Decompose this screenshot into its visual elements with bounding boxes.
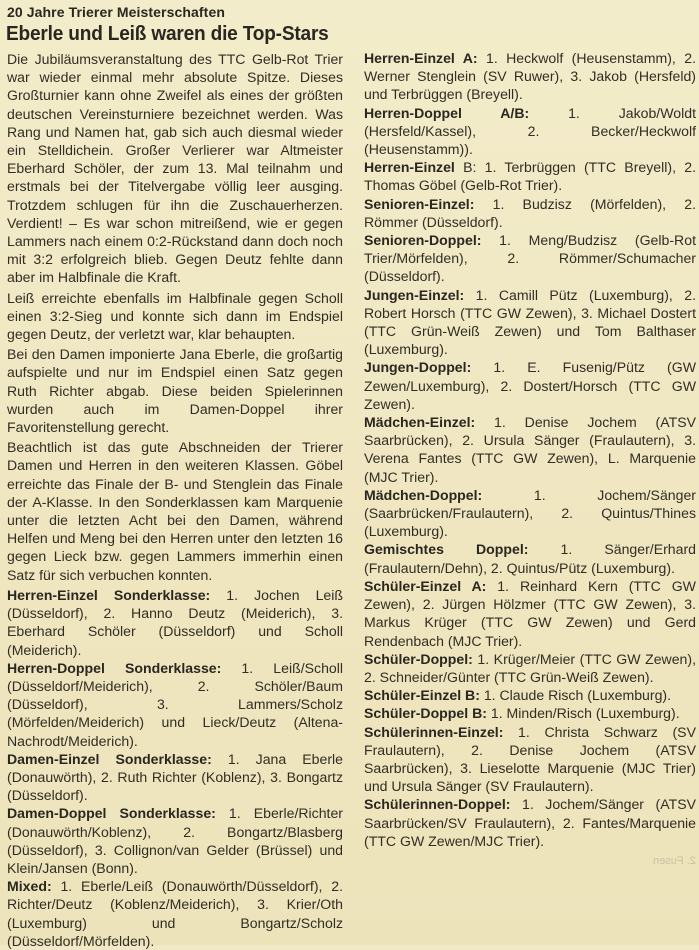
result-text: 1. Jakob/Woldt (Hersfeld/Kassel), 2. Becker/Heckwolf (Heusenstamm)). (364, 104, 696, 158)
result-text: 1. Camill Pütz (Luxemburg), 2. Robert Horsch (TTC GW Zewen), 3. Michael Dostert (TTC Grün-Weiß Zewen) und Tom Balthaser (Luxemburg). (364, 286, 696, 358)
result-category: Schülerinnen-Doppel: (364, 796, 511, 813)
result-text: 1. Eberle/Richter (Donauwörth/Koblenz), 2. Bongartz/Blasberg (Düsseldorf), 3. Collignon/van Gelder (Brüssel) und Klein/Jansen (Bonn). (7, 805, 344, 876)
result-entry (364, 704, 696, 722)
result-category: Schüler-Doppel B: (364, 705, 487, 722)
show-through-text: 2. Fusen (653, 855, 696, 867)
result-text: 1. Christa Schwarz (SV Fraulautern), 2. Denise Jochem (ATSV Saarbrücken), 3. Lieselotte Marquenie (MJC Trier) und Ursula Sänger (SV Fraulautern). (364, 723, 696, 795)
result-text: 1. Jochen Leiß (Düsseldorf), 2. Hanno Deutz (Meiderich), 3. Eberhard Schöler (Düsseldorf) und Scholl (Meiderich). (7, 586, 343, 658)
result-category: Mädchen-Einzel: (364, 414, 476, 431)
result-text: 1. Sänger/Erhard (Fraulautern/Dehn), 2. Quintus/Pütz (Luxemburg). (364, 541, 696, 576)
result-text: 1. Denise Jochem (ATSV Saarbrücken), 2. Ursula Sänger (Fraulautern), 3. Verena Fantes (TTC GW Zewen), L. Marquenie (MJC Trier). (364, 414, 696, 485)
result-entry (364, 577, 696, 650)
result-text: 1. Leiß/Scholl (Düsseldorf/Meiderich), 2. Schöler/Baum (Düsseldorf), 3. Lammers/Scholz (Mörfelden/Meiderich) und Lieck/Deutz (Altena-Nachrodt/Meiderich). (7, 659, 344, 749)
result-category: Jungen-Doppel: (364, 359, 472, 376)
result-category: Schüler-Einzel B: (364, 687, 480, 704)
result-entry (364, 104, 696, 159)
result-entry (364, 650, 696, 686)
result-entry (7, 804, 343, 877)
result-category: Herren-Einzel A: (364, 50, 478, 66)
result-category: Herren-Einzel Sonderklasse: (7, 586, 211, 603)
result-text: 1. Jana Eberle (Donauwörth), 2. Ruth Richter (Koblenz), 3. Bongartz (Düsseldorf). (7, 750, 343, 804)
result-text: B: 1. Terbrüggen (TTC Breyell), 2. Thomas Göbel (Gelb-Rot Trier). (364, 159, 696, 194)
body-paragraph: Bei den Damen imponierte Jana Eberle, die großartig aufspielte und nur im Endspiel einen Satz gegen Ruth Richter abgab. Diese beiden Spielerinnen wurden auch im Damen-Doppel ihrer Favoritenstellung gerecht. (7, 346, 343, 436)
result-text: 1. Heckwolf (Heusenstamm), 2. Werner Stenglein (SV Ruwer), 3. Jakob (Hersfeld) und Terbrüggen (Breyell). (364, 50, 696, 103)
result-category: Jungen-Einzel: (364, 286, 465, 303)
result-entry (364, 795, 696, 850)
result-text: 1. Jochem/Sänger (ATSV Saarbrücken/SV Fraulautern), 2. Fantes/Marquenie (TTC GW Zewen/MJC Trier). (364, 796, 696, 849)
result-entry (364, 486, 696, 541)
result-entry (364, 413, 696, 486)
result-category: Senioren-Einzel: (364, 195, 475, 212)
right-column (364, 49, 696, 850)
result-text: 1. E. Fusenig/Pütz (GW Zewen/Luxemburg), 2. Dostert/Horsch (TTC GW Zewen). (364, 359, 696, 412)
result-category: Schülerinnen-Einzel: (364, 723, 504, 740)
result-entry (7, 586, 343, 659)
result-category: Senioren-Doppel: (364, 232, 482, 249)
result-entry (364, 723, 696, 796)
result-entry (364, 49, 696, 104)
body-paragraph: Beachtlich ist das gute Abschneiden der Trierer Damen und Herren in den weiteren Klassen. Göbel erreichte das Finale der B- und Stenglein das Finale der A-Klasse. In den Sonderklassen kam Marquenie unter die letzten Acht bei den Damen, während Helfen und Meng bei den Herren unter den letzten 16 gegen Lieck bzw. gegen Lammers immerhin einen Satz für sich verbuchen konnten. (7, 439, 343, 583)
result-entry (364, 231, 696, 286)
result-category: Herren-Doppel A/B: (364, 104, 530, 121)
result-entry (364, 540, 696, 576)
left-column (7, 50, 343, 950)
body-paragraph: Leiß erreichte ebenfalls im Halbfinale gegen Scholl einen 3:2-Sieg und konnte sich dann im Endspiel gegen Deutz, der verletzt war, klar behaupten. (7, 289, 343, 343)
result-entry (364, 286, 696, 359)
result-text: 1. Minden/Risch (Luxemburg). (486, 705, 680, 722)
result-entry (7, 877, 343, 950)
result-category: Damen-Einzel Sonderklasse: (7, 750, 212, 767)
result-category: Mixed: (7, 878, 52, 895)
result-category: Mädchen-Doppel: (364, 486, 483, 503)
result-category: Schüler-Einzel A: (364, 577, 487, 594)
result-entry (7, 750, 343, 805)
result-category: Herren-Doppel Sonderklasse: (7, 659, 222, 676)
result-entry (364, 686, 696, 704)
result-category: Schüler-Doppel: (364, 650, 473, 667)
result-category: Gemischtes Doppel: (364, 541, 529, 558)
result-text: 1. Krüger/Meier (TTC GW Zewen), 2. Schneider/Günter (TTC Grün-Weiß Zewen). (364, 650, 696, 685)
result-text: 1. Jochem/Sänger (Saarbrücken/Fraulautern), 2. Quintus/Thines (Luxemburg). (364, 486, 696, 540)
result-entry (7, 659, 343, 750)
result-text: 1. Claude Risch (Luxemburg). (479, 687, 672, 704)
result-text: 1. Reinhard Kern (TTC GW Zewen), 2. Jürgen Hölzmer (TTC GW Zewen), 3. Markus Krüger (TTC GW Zewen) und Gerd Rendenbach (MJC Trier). (364, 577, 696, 649)
result-text: 1. Budzisz (Mörfelden), 2. Römmer (Düsseldorf). (364, 195, 696, 230)
result-text: 1. Meng/Budzisz (Gelb-Rot Trier/Mörfelden), 2. Römmer/Schumacher (Düsseldorf). (364, 232, 696, 285)
results-list-left (7, 586, 343, 950)
result-entry (364, 195, 696, 231)
result-category: Damen-Doppel Sonderklasse: (7, 805, 216, 822)
article-headline: Eberle und Leiß waren die Top-Stars (6, 22, 329, 45)
result-entry (364, 358, 696, 413)
result-category: Herren-Einzel (364, 159, 455, 176)
article-kicker: 20 Jahre Trierer Meisterschaften (7, 4, 225, 20)
body-paragraph: Die Jubiläumsveranstaltung des TTC Gelb-Rot Trier war wieder einmal mehr absolute Spitze. Dieses Großturnier kann ohne Zweifel als eines der größten deutschen Vereinsturniere bezeichnet werden. Was Rang und Namen hat, gab sich auch diesmal wieder ein Stelldichein. Großer Verlierer war Altmeister Eberhard Schöler, der zum 13. Mal teilnahm und erstmals bei der Titelvergabe völlig leer ausging. Trotzdem schlugen für ihn die Zuschauerherzen. Verdient! – Es war schon mitreißend, wie er gegen Lammers nach einem 0:2-Rückstand dann doch noch mit 3:2 erfolgreich blieb. Gegen Deutz fehlte dann aber im Halbfinale die Kraft. (7, 51, 343, 286)
results-list-right (364, 49, 696, 850)
result-entry (364, 158, 696, 194)
result-text: 1. Eberle/Leiß (Donauwörth/Düsseldorf), 2. Richter/Deutz (Koblenz/Meiderich), 3. Krier/Oth (Luxemburg) und Bongartz/Scholz (Düsseldorf/Mörfelden). (7, 878, 343, 949)
